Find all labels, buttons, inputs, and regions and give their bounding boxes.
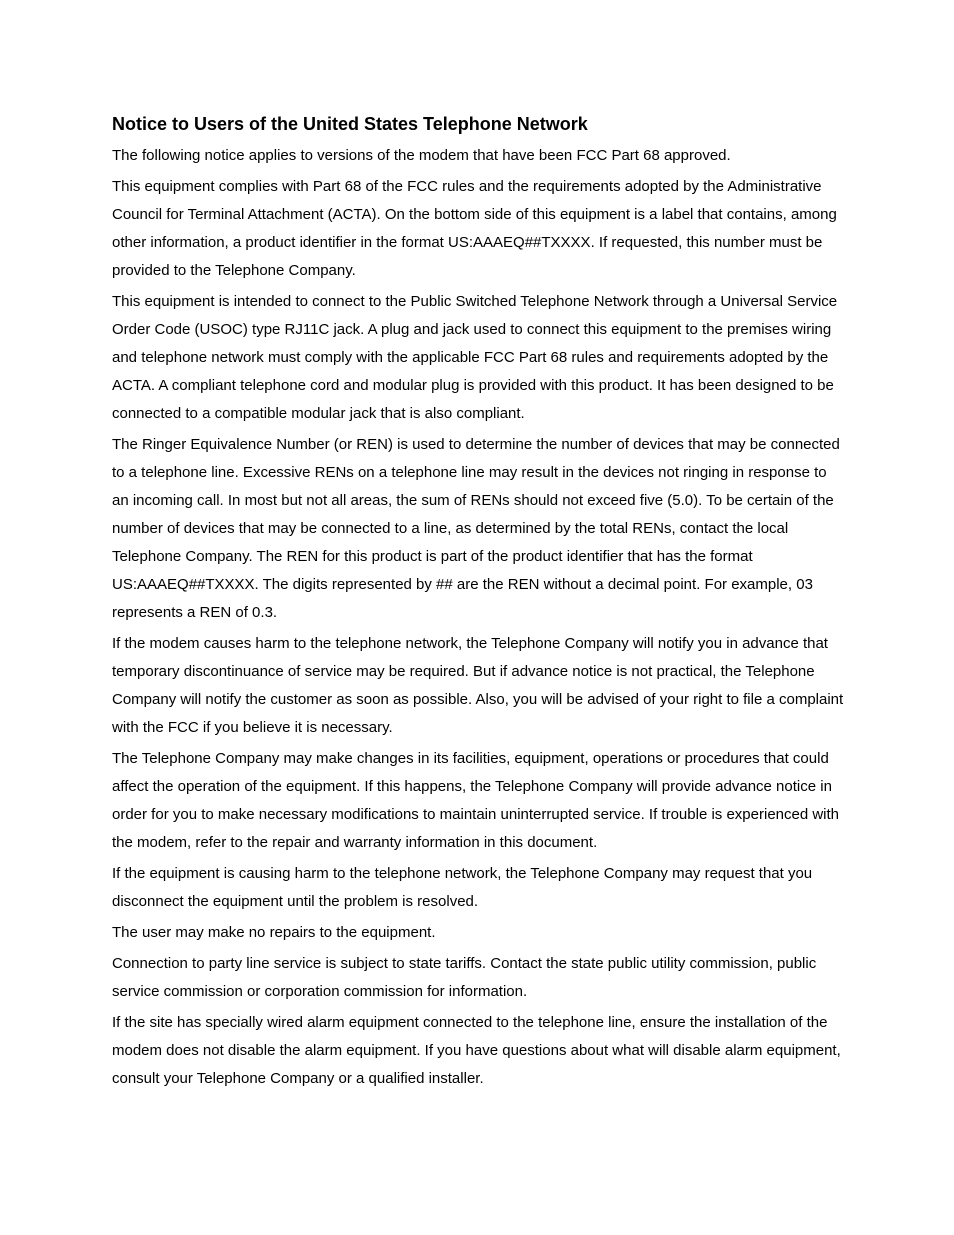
paragraph-network-harm: If the modem causes harm to the telephone network, the Telephone Company will notify you in advance that temporary discontinuance of service may be required. But if advance notice is not practical, the Telephone Company will notify the customer as soon as possible. Also, you will be advised of your right to file a complaint with the FCC if you believe it is necessary. xyxy=(112,635,844,736)
paragraph-fcc-part68-applicability: The following notice applies to versions of the modem that have been FCC Part 68 approved. xyxy=(112,147,731,164)
paragraph-facility-changes: The Telephone Company may make changes in its facilities, equipment, operations or procedures that could affect the operation of the equipment. If this happens, the Telephone Company will provide advance notice in order for you to make necessary modifications to maintain uninterrupted service. If trouble is experienced with the modem, refer to the repair and warranty information in this document. xyxy=(112,750,840,851)
paragraph-alarm-equipment: If the site has specially wired alarm equipment connected to the telephone line, ensure the installation of the modem does not disable the alarm equipment. If you have questions about what will disable alarm equipment, consult your Telephone Company or a qualified installer. xyxy=(112,1014,841,1087)
paragraph-usoc-jack: This equipment is intended to connect to the Public Switched Telephone Network through a Universal Service Order Code (USOC) type RJ11C jack. A plug and jack used to connect this equipment to the premises wiring and telephone network must comply with the applicable FCC Part 68 rules and requirements adopted by the ACTA. A compliant telephone cord and modular plug is provided with this product. It has been designed to be connected to a compatible modular jack that is also compliant. xyxy=(112,293,838,422)
paragraph-party-line-service: Connection to party line service is subject to state tariffs. Contact the state public utility commission, public service commission or corporation commission for information. xyxy=(112,955,817,1000)
paragraph-compliance-label: This equipment complies with Part 68 of the FCC rules and the requirements adopted by the Administrative Council for Terminal Attachment (ACTA). On the bottom side of this equipment is a label that contains, among other information, a product identifier in the format US:AAAEQ##TXXXX. If requested, this number must be provided to the Telephone Company. xyxy=(112,178,837,279)
document-page xyxy=(112,112,846,1096)
page-title: Notice to Users of the United States Telephone Network xyxy=(112,114,588,134)
paragraph-disconnect-request: If the equipment is causing harm to the telephone network, the Telephone Company may request that you disconnect the equipment until the problem is resolved. xyxy=(112,865,813,910)
paragraph-ringer-equivalence: The Ringer Equivalence Number (or REN) is used to determine the number of devices that may be connected to a telephone line. Excessive RENs on a telephone line may result in the devices not ringing in response to an incoming call. In most but not all areas, the sum of RENs should not exceed five (5.0). To be certain of the number of devices that may be connected to a line, as determined by the total RENs, contact the local Telephone Company. The REN for this product is part of the product identifier that has the format US:AAAEQ##TXXXX. The digits represented by ## are the REN without a decimal point. For example, 03 represents a REN of 0.3. xyxy=(112,436,840,621)
paragraph-no-user-repairs: The user may make no repairs to the equipment. xyxy=(112,924,436,941)
